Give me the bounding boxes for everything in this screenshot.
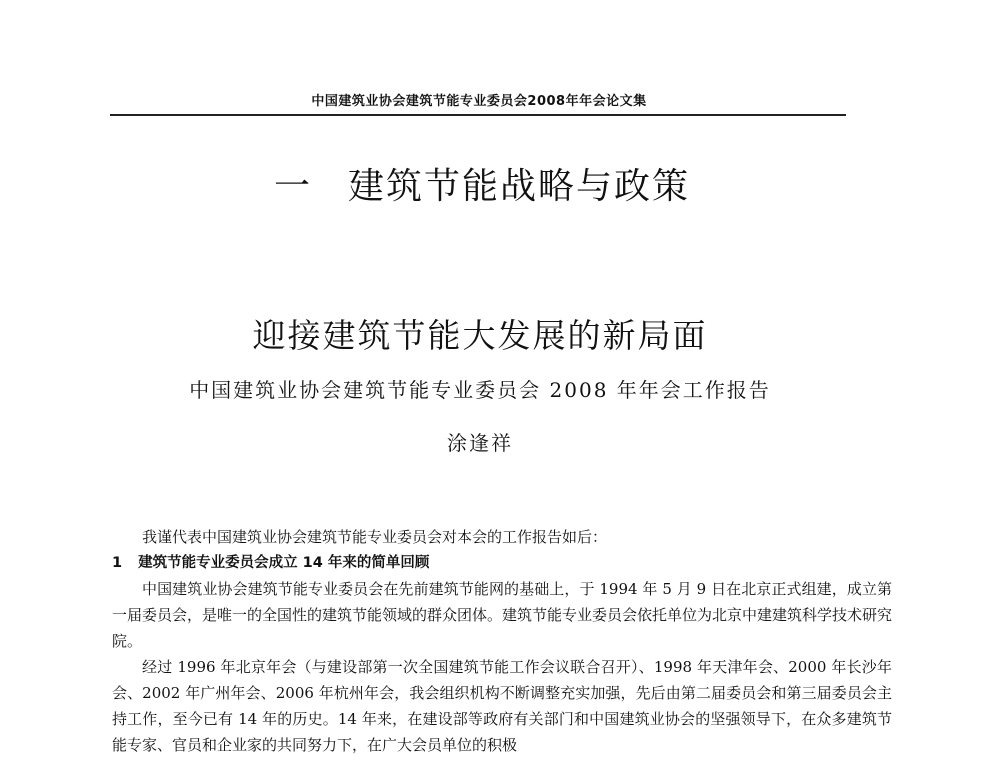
chapter-title: [274, 158, 690, 209]
header-rule: [110, 114, 846, 116]
paragraph-2: 经过 1996 年北京年会（与建设部第一次全国建筑节能工作会议联合召开）、1998 年天津年会、2000 年长沙年会、2002 年广州年会、2006 年杭州年会，我会组织机构不断调整充实加强，先后由第二届委员会和第三届委员会主持工作，至今已有 14 年的历史。14 年来，在建设部等政府有关部门和中国建筑业协会的坚强领导下，在众多建筑节能专家、官员和企业家的共同努力下，在广大会员单位的积极: [112, 658, 892, 754]
chapter-title-text: 建筑节能战略与政策: [348, 166, 691, 207]
section-heading-text: 建筑节能专业委员会成立 14 年来的简单回顾: [138, 555, 430, 571]
author-name: 涂逢祥: [447, 431, 513, 455]
section-heading: [112, 550, 892, 576]
paragraph-1: 中国建筑业协会建筑节能专业委员会在先前建筑节能网的基础上，于 1994 年 5 月 9 日在北京正式组建，成立第一届委员会，是唯一的全国性的建筑节能领域的群众团体。建筑节能专业委员会依托单位为北京中建建筑科学技术研究院。: [112, 580, 893, 650]
body-text: [112, 524, 892, 758]
section-number: 1: [112, 555, 123, 571]
article-title: 迎接建筑节能大发展的新局面: [252, 316, 708, 355]
intro-paragraph: 我谨代表中国建筑业协会建筑节能专业委员会对本会的工作报告如后：: [142, 528, 608, 546]
running-header: 中国建筑业协会建筑节能专业委员会2008年年会论文集: [311, 94, 647, 109]
article-subtitle: 中国建筑业协会建筑节能专业委员会 2008 年年会工作报告: [189, 378, 771, 402]
chapter-number: 一: [274, 166, 313, 207]
